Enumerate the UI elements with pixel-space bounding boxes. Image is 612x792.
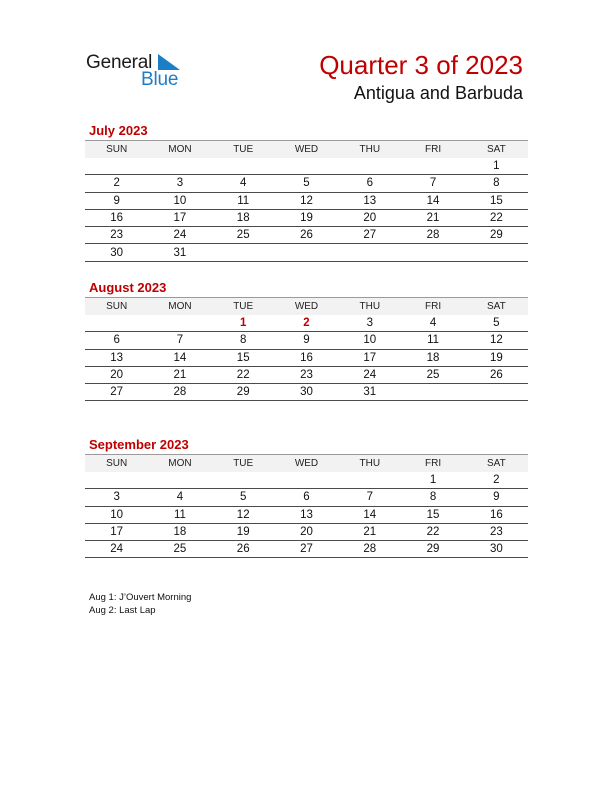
logo-triangle-icon (158, 54, 180, 70)
day-cell: 18 (401, 349, 464, 366)
day-cell: 15 (212, 349, 275, 366)
empty-day-cell (338, 472, 401, 489)
empty-day-cell (148, 315, 211, 332)
day-cell: 26 (275, 227, 338, 244)
day-cell: 7 (401, 175, 464, 192)
holiday-day-cell: 2 (275, 315, 338, 332)
day-cell: 21 (148, 366, 211, 383)
day-cell: 29 (212, 384, 275, 401)
day-cell: 16 (275, 349, 338, 366)
day-cell: 10 (338, 332, 401, 349)
day-cell: 5 (465, 315, 528, 332)
week-row (85, 506, 528, 523)
empty-day-cell (401, 158, 464, 175)
day-cell: 9 (275, 332, 338, 349)
empty-day-cell (212, 244, 275, 261)
day-cell: 22 (401, 523, 464, 540)
day-cell: 30 (275, 384, 338, 401)
week-row (85, 158, 528, 175)
day-cell: 21 (338, 523, 401, 540)
day-cell: 30 (465, 541, 528, 558)
weekday-header: MON (148, 141, 211, 158)
week-row (85, 366, 528, 383)
day-cell: 30 (85, 244, 148, 261)
day-cell: 23 (85, 227, 148, 244)
day-cell: 28 (401, 227, 464, 244)
weekday-header: WED (275, 455, 338, 472)
day-cell: 24 (338, 366, 401, 383)
empty-day-cell (338, 244, 401, 261)
month-name: September 2023 (89, 437, 189, 452)
weekday-header: SAT (465, 455, 528, 472)
weekday-header: WED (275, 298, 338, 315)
empty-day-cell (465, 384, 528, 401)
day-cell: 26 (212, 541, 275, 558)
weekday-header: TUE (212, 455, 275, 472)
day-cell: 18 (148, 523, 211, 540)
day-cell: 6 (338, 175, 401, 192)
empty-day-cell (275, 158, 338, 175)
day-cell: 24 (85, 541, 148, 558)
day-cell: 6 (275, 489, 338, 506)
day-cell: 7 (338, 489, 401, 506)
weekday-header: TUE (212, 298, 275, 315)
day-cell: 12 (275, 192, 338, 209)
day-cell: 6 (85, 332, 148, 349)
weekday-header: SUN (85, 141, 148, 158)
day-cell: 1 (401, 472, 464, 489)
day-cell: 11 (212, 192, 275, 209)
day-cell: 11 (401, 332, 464, 349)
day-cell: 9 (85, 192, 148, 209)
day-cell: 20 (338, 209, 401, 226)
day-cell: 10 (148, 192, 211, 209)
weekday-header: TUE (212, 141, 275, 158)
weekday-header: FRI (401, 141, 464, 158)
day-cell: 2 (465, 472, 528, 489)
empty-day-cell (401, 384, 464, 401)
weekday-header-row (85, 298, 528, 315)
weekday-header-row (85, 455, 528, 472)
logo-text-general: General (86, 52, 153, 73)
day-cell: 9 (465, 489, 528, 506)
day-cell: 1 (465, 158, 528, 175)
day-cell: 17 (148, 209, 211, 226)
day-cell: 10 (85, 506, 148, 523)
day-cell: 25 (148, 541, 211, 558)
weekday-header: FRI (401, 298, 464, 315)
day-cell: 5 (212, 489, 275, 506)
day-cell: 13 (275, 506, 338, 523)
empty-day-cell (212, 472, 275, 489)
day-cell: 13 (85, 349, 148, 366)
empty-day-cell (275, 472, 338, 489)
day-cell: 3 (338, 315, 401, 332)
day-cell: 12 (212, 506, 275, 523)
day-cell: 31 (338, 384, 401, 401)
empty-day-cell (148, 158, 211, 175)
day-cell: 17 (338, 349, 401, 366)
day-cell: 16 (465, 506, 528, 523)
day-cell: 28 (148, 384, 211, 401)
day-cell: 4 (148, 489, 211, 506)
day-cell: 14 (338, 506, 401, 523)
empty-day-cell (148, 472, 211, 489)
weekday-header: THU (338, 455, 401, 472)
week-row (85, 244, 528, 261)
empty-day-cell (465, 244, 528, 261)
day-cell: 3 (85, 489, 148, 506)
day-cell: 25 (212, 227, 275, 244)
day-cell: 19 (212, 523, 275, 540)
day-cell: 20 (85, 366, 148, 383)
day-cell: 29 (465, 227, 528, 244)
weekday-header-row (85, 141, 528, 158)
calendar-grid (85, 297, 528, 401)
day-cell: 24 (148, 227, 211, 244)
day-cell: 4 (212, 175, 275, 192)
day-cell: 8 (465, 175, 528, 192)
day-cell: 14 (148, 349, 211, 366)
holiday-notes (89, 591, 191, 617)
week-row (85, 489, 528, 506)
week-row (85, 349, 528, 366)
empty-day-cell (85, 315, 148, 332)
country-subtitle: Antigua and Barbuda (353, 83, 523, 103)
logo-text-blue: Blue (141, 69, 179, 90)
calendar-grid (85, 454, 528, 558)
empty-day-cell (401, 244, 464, 261)
day-cell: 19 (465, 349, 528, 366)
day-cell: 27 (275, 541, 338, 558)
weekday-header: MON (148, 455, 211, 472)
week-row (85, 541, 528, 558)
weekday-header: SAT (465, 298, 528, 315)
day-cell: 28 (338, 541, 401, 558)
general-blue-logo (86, 52, 196, 92)
empty-day-cell (85, 472, 148, 489)
day-cell: 8 (401, 489, 464, 506)
day-cell: 27 (338, 227, 401, 244)
empty-day-cell (275, 244, 338, 261)
empty-day-cell (212, 158, 275, 175)
week-row (85, 332, 528, 349)
day-cell: 16 (85, 209, 148, 226)
day-cell: 14 (401, 192, 464, 209)
weekday-header: FRI (401, 455, 464, 472)
day-cell: 5 (275, 175, 338, 192)
day-cell: 31 (148, 244, 211, 261)
month-name: July 2023 (89, 123, 148, 138)
day-cell: 8 (212, 332, 275, 349)
week-row (85, 209, 528, 226)
week-row (85, 175, 528, 192)
holiday-day-cell: 1 (212, 315, 275, 332)
week-row (85, 472, 528, 489)
empty-day-cell (85, 158, 148, 175)
week-row (85, 315, 528, 332)
day-cell: 4 (401, 315, 464, 332)
calendar-grid (85, 140, 528, 262)
day-cell: 22 (465, 209, 528, 226)
holiday-note: Aug 2: Last Lap (89, 605, 156, 616)
day-cell: 22 (212, 366, 275, 383)
day-cell: 12 (465, 332, 528, 349)
weekday-header: THU (338, 141, 401, 158)
day-cell: 25 (401, 366, 464, 383)
day-cell: 23 (465, 523, 528, 540)
day-cell: 19 (275, 209, 338, 226)
day-cell: 20 (275, 523, 338, 540)
day-cell: 3 (148, 175, 211, 192)
day-cell: 7 (148, 332, 211, 349)
weekday-header: WED (275, 141, 338, 158)
weekday-header: SUN (85, 455, 148, 472)
day-cell: 11 (148, 506, 211, 523)
day-cell: 26 (465, 366, 528, 383)
week-row (85, 523, 528, 540)
month-name: August 2023 (89, 280, 167, 295)
holiday-note: Aug 1: J’Ouvert Morning (89, 592, 192, 603)
day-cell: 2 (85, 175, 148, 192)
day-cell: 15 (465, 192, 528, 209)
day-cell: 15 (401, 506, 464, 523)
weekday-header: MON (148, 298, 211, 315)
weekday-header: SAT (465, 141, 528, 158)
week-row (85, 192, 528, 209)
weekday-header: SUN (85, 298, 148, 315)
day-cell: 17 (85, 523, 148, 540)
day-cell: 21 (401, 209, 464, 226)
day-cell: 23 (275, 366, 338, 383)
day-cell: 18 (212, 209, 275, 226)
empty-day-cell (338, 158, 401, 175)
weekday-header: THU (338, 298, 401, 315)
week-row (85, 227, 528, 244)
day-cell: 13 (338, 192, 401, 209)
day-cell: 27 (85, 384, 148, 401)
day-cell: 29 (401, 541, 464, 558)
page-title: Quarter 3 of 2023 (319, 50, 523, 80)
week-row (85, 384, 528, 401)
